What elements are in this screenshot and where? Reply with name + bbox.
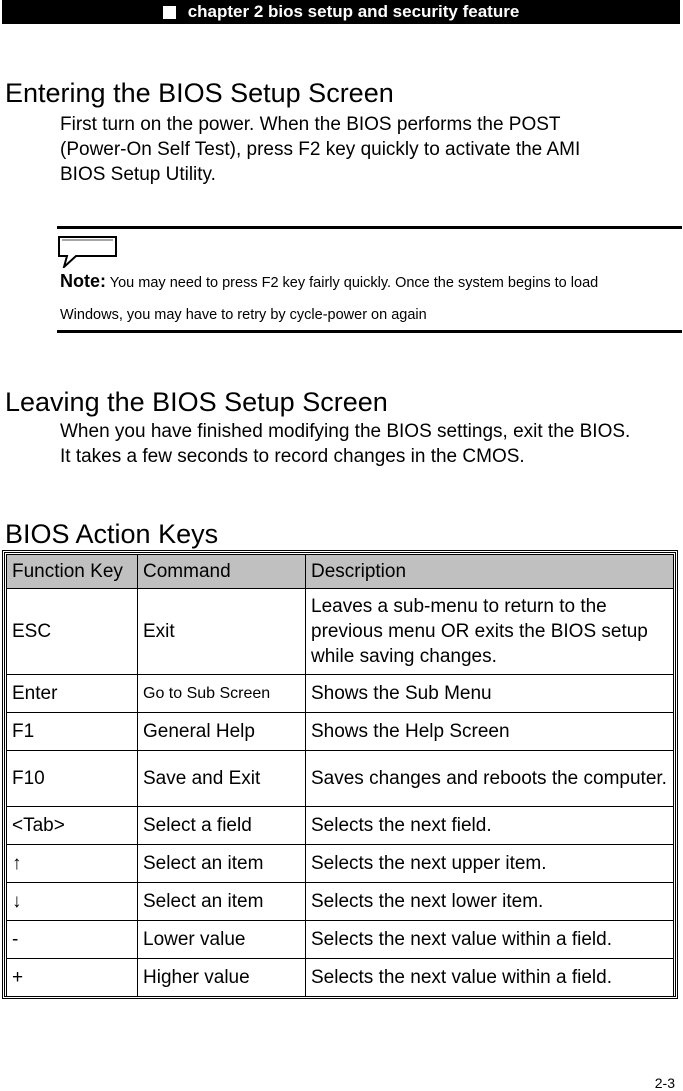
square-bullet-icon — [163, 6, 176, 19]
table-row — [7, 921, 674, 959]
column-header: Description — [306, 555, 674, 589]
entering-paragraph — [60, 112, 683, 187]
leaving-paragraph — [60, 419, 683, 469]
description-cell: Selects the next value within a field. — [306, 921, 674, 959]
command-cell: Save and Exit — [138, 751, 306, 807]
description-cell: Shows the Sub Menu — [306, 675, 674, 713]
table-row — [7, 845, 674, 883]
entering-heading: Entering the BIOS Setup Screen — [5, 78, 394, 108]
key-cell: F1 — [7, 713, 138, 751]
description-cell: Saves changes and reboots the computer. — [306, 751, 674, 807]
description-cell: Selects the next upper item. — [306, 845, 674, 883]
table-header-row — [7, 555, 674, 589]
command-cell: Select a field — [138, 807, 306, 845]
chapter-header — [2, 0, 680, 24]
entering-line: First turn on the power. When the BIOS performs the POST — [60, 114, 561, 135]
table-row — [7, 883, 674, 921]
table-row — [7, 589, 674, 675]
description-cell: Selects the next lower item. — [306, 883, 674, 921]
command-cell: Go to Sub Screen — [138, 675, 306, 713]
table-row — [7, 713, 674, 751]
chapter-title: chapter 2 bios setup and security feature — [187, 2, 520, 21]
column-header: Command — [138, 555, 306, 589]
key-cell: ESC — [7, 589, 138, 675]
column-header: Function Key — [7, 555, 138, 589]
key-cell: Enter — [7, 675, 138, 713]
action-keys-table — [2, 550, 678, 999]
command-cell: Exit — [138, 589, 306, 675]
description-cell: Leaves a sub-menu to return to the previous menu OR exits the BIOS setup while saving changes. — [306, 589, 674, 675]
key-cell: ↓ — [7, 883, 138, 921]
command-cell: Lower value — [138, 921, 306, 959]
key-cell: - — [7, 921, 138, 959]
table-row — [7, 959, 674, 997]
key-cell: + — [7, 959, 138, 997]
description-cell: Selects the next value within a field. — [306, 959, 674, 997]
command-cell: Select an item — [138, 845, 306, 883]
note-text-line1 — [60, 271, 598, 292]
note-bottom-rule — [57, 330, 682, 333]
command-cell: Higher value — [138, 959, 306, 997]
leaving-line: When you have finished modifying the BIOS settings, exit the BIOS. — [60, 421, 631, 442]
description-cell: Shows the Help Screen — [306, 713, 674, 751]
table-row — [7, 807, 674, 845]
entering-line: (Power-On Self Test), press F2 key quickly to activate the AMI — [60, 139, 581, 160]
description-cell: Selects the next field. — [306, 807, 674, 845]
table-row — [7, 751, 674, 807]
note-label: Note: — [60, 271, 106, 291]
note-text-line2: Windows, you may have to retry by cycle-power on again — [60, 307, 427, 323]
command-cell: General Help — [138, 713, 306, 751]
key-cell: ↑ — [7, 845, 138, 883]
entering-line: BIOS Setup Utility. — [60, 164, 216, 185]
leaving-heading: Leaving the BIOS Setup Screen — [5, 387, 388, 417]
key-cell: F10 — [7, 751, 138, 807]
note-icon — [58, 236, 118, 268]
note-top-rule — [57, 226, 682, 229]
table-row — [7, 675, 674, 713]
command-cell: Select an item — [138, 883, 306, 921]
note-text: You may need to press F2 key fairly quickly. Once the system begins to load — [109, 275, 599, 291]
leaving-line: It takes a few seconds to record changes in the CMOS. — [60, 446, 525, 467]
key-cell: <Tab> — [7, 807, 138, 845]
page-number: 2-3 — [654, 1075, 675, 1091]
action-keys-heading: BIOS Action Keys — [5, 519, 219, 549]
